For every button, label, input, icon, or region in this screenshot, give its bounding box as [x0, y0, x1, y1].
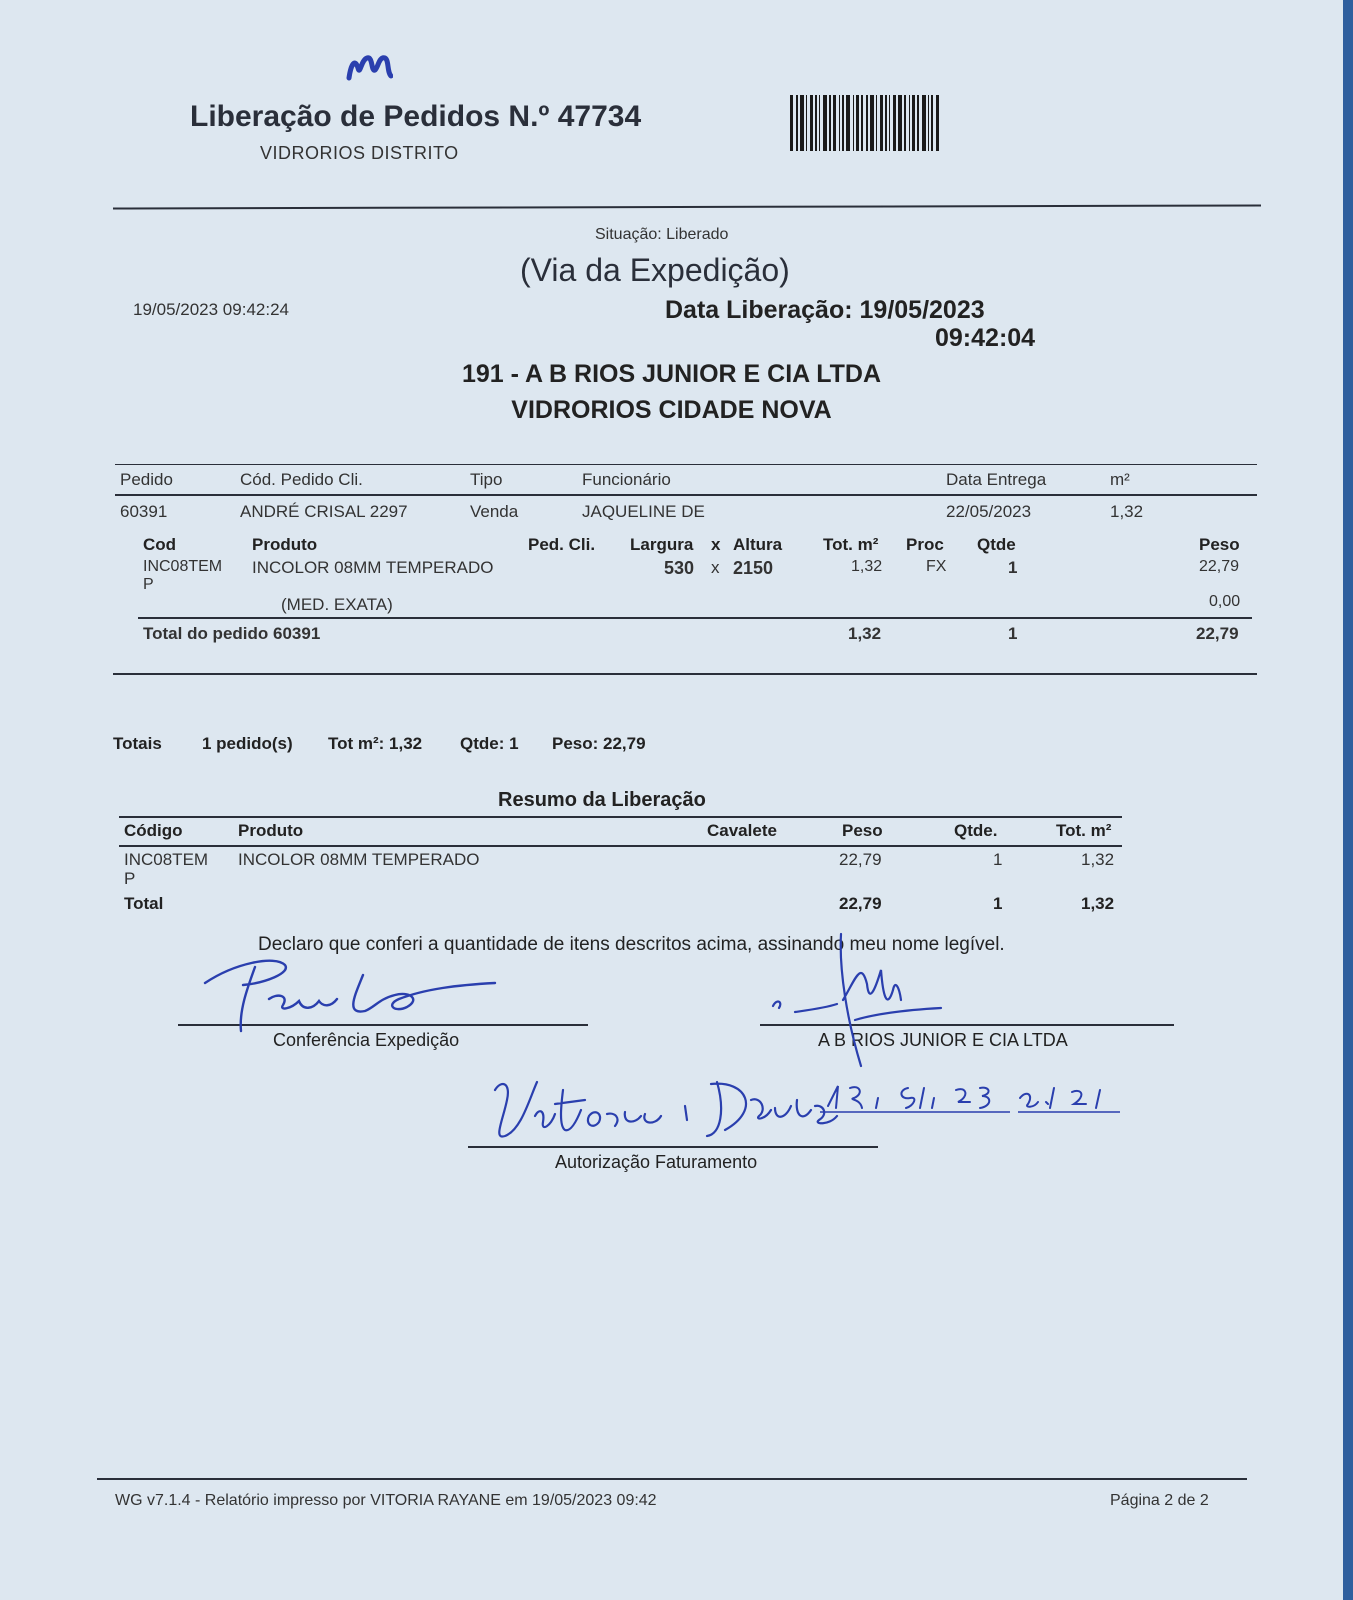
col-qtde: Qtde [977, 535, 1016, 554]
item-altura: 2150 [733, 558, 774, 578]
totals-m2: Tot m²: 1,32 [328, 734, 423, 753]
summary-header-rule [119, 845, 1122, 847]
order-tipo: Venda [470, 502, 519, 521]
order-section-end-rule [113, 673, 1257, 675]
col-tipo: Tipo [470, 470, 503, 489]
summary-qtde: 1 [993, 850, 1003, 869]
col-m2: m² [1110, 470, 1130, 489]
order-total-peso: 22,79 [1196, 624, 1239, 643]
order-m2: 1,32 [1110, 502, 1144, 521]
col-tot-m2: Tot. m² [823, 535, 879, 554]
order-header-rule [115, 494, 1257, 496]
col-data-entrega: Data Entrega [946, 470, 1047, 489]
item-note-peso: 0,00 [1209, 593, 1241, 610]
col-x: x [711, 535, 721, 554]
summary-codigo-line2: P [124, 869, 136, 888]
summary-total-label: Total [124, 894, 164, 913]
item-cod-line2: P [143, 576, 154, 593]
item-peso: 22,79 [1199, 558, 1240, 575]
totals-qtde: Qtde: 1 [460, 734, 519, 753]
totals-label: Totais [113, 734, 162, 753]
company-name: VIDRORIOS DISTRITO [260, 143, 459, 163]
summary-col-qtde: Qtde. [954, 821, 998, 840]
footer-print-info: WG v7.1.4 - Relatório impresso por VITORIA RAYANE em 19/05/2023 09:42 [115, 1492, 657, 1509]
item-x: x [711, 558, 720, 577]
signature-autorizacao-icon [485, 1070, 855, 1150]
item-cod-line1: INC08TEM [143, 558, 223, 575]
order-data-entrega: 22/05/2023 [946, 502, 1032, 521]
summary-tot-m2: 1,32 [1081, 850, 1115, 869]
summary-col-cavalete: Cavalete [707, 821, 777, 840]
col-pedido: Pedido [120, 470, 173, 489]
summary-total-peso: 22,79 [839, 894, 882, 913]
col-ped-cli: Ped. Cli. [528, 535, 596, 554]
document-title: Liberação de Pedidos N.º 47734 [190, 100, 642, 133]
barcode-icon [790, 95, 995, 151]
summary-col-produto: Produto [238, 821, 304, 840]
summary-col-peso: Peso [842, 821, 883, 840]
summary-codigo-line1: INC08TEM [124, 850, 209, 869]
summary-col-tot-m2: Tot. m² [1056, 821, 1112, 840]
items-total-rule [138, 617, 1252, 619]
col-cod-pedido-cli: Cód. Pedido Cli. [240, 470, 363, 489]
totals-pedidos: 1 pedido(s) [202, 734, 293, 753]
handwritten-datetime-icon [820, 1080, 1130, 1116]
col-cod: Cod [143, 535, 177, 554]
summary-total-m2: 1,32 [1081, 894, 1115, 913]
order-cod-pedido-cli: ANDRÉ CRISAL 2297 [240, 502, 408, 521]
summary-title: Resumo da Liberação [498, 789, 706, 811]
order-total-qtde: 1 [1008, 624, 1018, 643]
printed-timestamp: 19/05/2023 09:42:24 [133, 300, 289, 319]
summary-top-rule [119, 816, 1122, 818]
release-date: Data Liberação: 19/05/2023 [665, 296, 985, 324]
signature-label-conferencia: Conferência Expedição [273, 1030, 460, 1050]
order-total-label: Total do pedido 60391 [143, 624, 321, 643]
signature-cliente-icon [765, 930, 985, 1070]
order-pedido: 60391 [120, 502, 168, 521]
signature-label-cliente: A B RIOS JUNIOR E CIA LTDA [818, 1030, 1068, 1050]
order-table-top-rule [115, 464, 1257, 465]
summary-produto: INCOLOR 08MM TEMPERADO [238, 850, 480, 869]
item-largura: 530 [664, 558, 695, 578]
client-branch: VIDRORIOS CIDADE NOVA [511, 396, 832, 424]
col-proc: Proc [906, 535, 944, 554]
copy-type: (Via da Expedição) [520, 252, 790, 288]
client-name: 191 - A B RIOS JUNIOR E CIA LTDA [461, 360, 882, 388]
col-funcionario: Funcionário [582, 470, 671, 489]
declaration-text: Declaro que conferi a quantidade de itens descritos acima, assinando meu nome legível. [258, 934, 1005, 955]
item-proc: FX [926, 558, 947, 575]
item-produto: INCOLOR 08MM TEMPERADO [252, 558, 494, 577]
summary-total-qtde: 1 [993, 894, 1003, 913]
item-note: (MED. EXATA) [281, 595, 393, 614]
item-tot-m2: 1,32 [851, 558, 883, 575]
summary-peso: 22,79 [839, 850, 882, 869]
signature-conferencia-icon [195, 955, 515, 1035]
order-funcionario: JAQUELINE DE [582, 502, 705, 521]
release-time: 09:42:04 [935, 324, 1036, 352]
col-altura: Altura [733, 535, 783, 554]
totals-peso: Peso: 22,79 [552, 734, 646, 753]
footer-rule [97, 1478, 1247, 1480]
col-produto: Produto [252, 535, 318, 554]
summary-col-codigo: Código [124, 821, 183, 840]
col-largura: Largura [630, 535, 694, 554]
order-total-m2: 1,32 [848, 624, 882, 643]
status-text: Situação: Liberado [595, 226, 729, 243]
signature-label-autorizacao: Autorização Faturamento [555, 1152, 758, 1172]
col-peso: Peso [1199, 535, 1240, 554]
company-logo-icon [345, 50, 393, 82]
header-divider [113, 204, 1261, 209]
page-number: Página 2 de 2 [1110, 1492, 1209, 1509]
item-qtde: 1 [1008, 558, 1018, 577]
